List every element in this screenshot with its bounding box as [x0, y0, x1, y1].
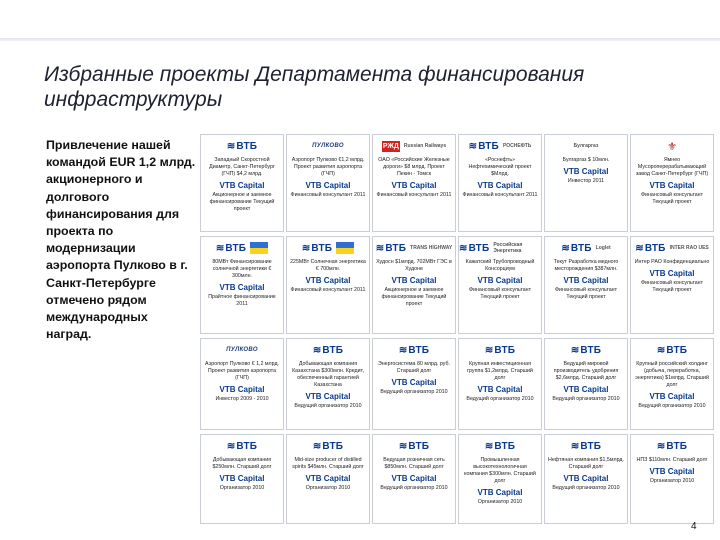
vtb-capital-logo: VTB Capital [649, 467, 695, 476]
vtb-capital-logo: VTB Capital [219, 474, 265, 483]
logo-row [287, 240, 369, 256]
vtb-wave-icon: ≋ [375, 242, 385, 254]
vtb-logo-text: ВТБ [494, 344, 516, 356]
vtb-logo-text: ВТБ [644, 242, 666, 254]
logo-row [373, 138, 455, 154]
project-tombstone [544, 338, 628, 430]
project-role: Финансовый консультант 2011 [290, 287, 366, 293]
logo-row [631, 438, 713, 454]
project-tombstone [630, 236, 714, 334]
logo-row [287, 138, 369, 154]
vtb-logo [485, 345, 515, 356]
vtb-capital-logo: VTB Capital [305, 181, 351, 190]
project-tombstone [458, 434, 542, 524]
vtb-logo [376, 243, 406, 254]
project-description: НПЗ $110млн. Старший долг [636, 457, 708, 463]
vtb-logo-text: ВТБ [408, 344, 430, 356]
project-role: Ведущий организатор 2010 [380, 389, 448, 395]
project-tombstone [200, 338, 284, 430]
project-description: Ямнео Мусороперерабатывающий завод Санкт-Петербург (ГЧП) [635, 157, 709, 177]
logo-row [631, 342, 713, 358]
vtb-capital-logo: VTB Capital [219, 283, 265, 292]
project-description: Кажатский Трубопроводный Консорциум [465, 259, 535, 272]
vtb-wave-icon: ≋ [398, 344, 408, 356]
project-role: Ведущий организатор 2010 [466, 396, 534, 402]
vtb-capital-logo: VTB Capital [649, 392, 695, 401]
vtb-wave-icon: ≋ [301, 242, 311, 254]
vtb-capital-logo: VTB Capital [391, 474, 437, 483]
project-description: Нефтяная компания $1,5млрд. Старший долг [548, 457, 624, 470]
vtb-capital-logo: VTB Capital [305, 392, 351, 401]
project-role: Прайтное финансирование 2011 [208, 294, 276, 307]
vtb-capital-logo: VTB Capital [563, 385, 609, 394]
vtb-logo [227, 441, 257, 452]
vtb-logo [227, 141, 257, 152]
project-description: «Роснефть» Нефтехимический проект $Млрд. [468, 157, 532, 177]
ukraine-flag-icon [250, 242, 268, 254]
project-role: Акционерное и заемное финансирование Текущий проект [209, 192, 275, 212]
project-description: Западный Скоростной Диаметр, Санкт-Петербург (ГЧП) $4,2 млрд. [209, 157, 275, 177]
project-role: Финансовый консультант 2011 [376, 192, 452, 198]
project-role: Организатор 2010 [477, 499, 523, 505]
vtb-wave-icon: ≋ [312, 440, 322, 452]
project-role: Финансовый консультант Текущий проект [554, 287, 618, 300]
vtb-capital-logo: VTB Capital [477, 488, 523, 497]
vtb-logo-text: ВТБ [570, 242, 592, 254]
vtb-capital-logo: VTB Capital [219, 385, 265, 394]
project-role: Инвестор 2009 - 2010 [215, 396, 269, 402]
project-description: Аэропорт Пулково €1,2 млрд. Проект развития аэропорта (ГЧП) [291, 157, 365, 177]
vtb-logo-text: ВТБ [666, 440, 688, 452]
ukraine-flag-icon [336, 242, 354, 254]
lead-text: Привлечение нашей командой EUR 1,2 млрд. акционерного и долгового финансирования для проекта по модернизации аэропорта Пулково в г. Санкт-Петербурге отмечено рядом международных наград. [46, 138, 196, 342]
logo-row [631, 138, 713, 154]
project-tombstone [544, 236, 628, 334]
vtb-capital-logo: VTB Capital [563, 474, 609, 483]
vtb-logo [571, 441, 601, 452]
logo-row [459, 342, 541, 358]
vtb-wave-icon: ≋ [570, 440, 580, 452]
project-description: Mid-size producer of distilled spirits $45млн. Старший долг [292, 457, 364, 470]
project-tombstone [200, 236, 284, 334]
vtb-wave-icon: ≋ [215, 242, 225, 254]
vtb-logo-text: ВТБ [236, 140, 258, 152]
project-tombstone [458, 338, 542, 430]
logo-row [459, 138, 541, 154]
vtb-logo [571, 345, 601, 356]
vtb-capital-logo: VTB Capital [219, 181, 265, 190]
logo-row [287, 438, 369, 454]
project-description: Добывающая компания Казахстана $300млн. Кредит, обеспеченный гарантией Казахстанa [292, 361, 364, 388]
vtb-capital-logo: VTB Capital [391, 181, 437, 190]
partner-logo: Российская Энергетика [493, 242, 523, 254]
vtb-logo-text: ВТБ [311, 242, 333, 254]
vtb-logo [399, 441, 429, 452]
project-tombstone [372, 236, 456, 334]
vtb-capital-logo: VTB Capital [563, 276, 609, 285]
project-tombstone [200, 134, 284, 232]
vtb-logo-text: ВТБ [478, 140, 499, 152]
project-role: Акционерное и заемное финансирование Текущий проект [381, 287, 447, 307]
project-tombstone [372, 338, 456, 430]
logo-row [373, 342, 455, 358]
vtb-capital-logo: VTB Capital [563, 167, 609, 176]
vtb-logo [313, 345, 343, 356]
project-description: Интер РАО Конфиденциально [634, 259, 710, 265]
logo-row [545, 240, 627, 256]
vtb-logo [302, 243, 332, 254]
vtb-wave-icon: ≋ [226, 440, 236, 452]
project-role: Ведущий организатор 2010 [638, 403, 706, 409]
vtb-wave-icon: ≋ [570, 344, 580, 356]
project-tombstone [544, 134, 628, 232]
logo-row [545, 438, 627, 454]
logo-row [201, 240, 283, 256]
project-description: Ведущий мировой производитель удобрения $2,6млрд. Старший долг [553, 361, 619, 381]
project-role: Инвестор 2011 [567, 178, 605, 184]
logo-row [459, 240, 541, 256]
project-description: Крупная инвестиционная группа $1,2млрд. Старший долг [467, 361, 533, 381]
project-role: Финансовый консультант Текущий проект [640, 280, 704, 293]
logo-row [201, 342, 283, 358]
project-role: Организатор 2010 [305, 485, 351, 491]
project-role: Ведущий организатор 2010 [552, 396, 620, 402]
spb-crest-icon: ⚜ [667, 140, 677, 153]
vtb-wave-icon: ≋ [656, 344, 666, 356]
vtb-logo-text: ВТБ [385, 242, 407, 254]
vtb-capital-logo: VTB Capital [477, 181, 523, 190]
vtb-logo [485, 441, 515, 452]
vtb-wave-icon: ≋ [484, 344, 494, 356]
project-role: Организатор 2010 [219, 485, 265, 491]
logo-row [201, 438, 283, 454]
logo-row [287, 342, 369, 358]
project-role: Финансовый консультант 2011 [290, 192, 366, 198]
vtb-logo-text: ВТБ [408, 440, 430, 452]
vtb-logo-text: ВТБ [580, 440, 602, 452]
project-tombstone [630, 338, 714, 430]
pulkovo-logo: ПУЛКОВО [312, 143, 344, 149]
vtb-capital-logo: VTB Capital [649, 181, 695, 190]
vtb-wave-icon: ≋ [459, 242, 468, 254]
vtb-capital-logo: VTB Capital [305, 276, 351, 285]
partner-logo: TRANS HIGHWAY [410, 245, 453, 251]
project-role: Ведущий организатор 2010 [294, 403, 362, 409]
project-description: 80МВт Финансирование солнечной энергетики € 300млн. [212, 259, 272, 279]
vtb-wave-icon: ≋ [484, 440, 494, 452]
project-description: Ведущая розничная сеть $850млн. Старший долг [383, 457, 445, 470]
vtb-logo-text: ВТБ [236, 440, 258, 452]
slide-title: Избранные проекты Департамента финансирования инфраструктуры [44, 63, 585, 111]
logo-row [201, 138, 283, 154]
vtb-capital-logo: VTB Capital [649, 269, 695, 278]
project-role: Финансовый консультант Текущий проект [640, 192, 704, 205]
project-tombstone [200, 434, 284, 524]
vtb-wave-icon: ≋ [226, 140, 236, 152]
project-role: Ведущий организатор 2010 [380, 485, 448, 491]
project-description: 225МВт Солнечная энергетика € 700млн. [290, 259, 366, 272]
bulgargaz-logo: Булгаргаз [573, 143, 599, 149]
rzd-logo-icon: РЖД [382, 142, 399, 150]
project-role: Ведущий организатор 2010 [552, 485, 620, 491]
vtb-logo [657, 441, 687, 452]
project-tombstone [458, 134, 542, 232]
logo-row [373, 240, 455, 256]
vtb-logo [635, 243, 665, 254]
vtb-logo-text: ВТБ [322, 344, 344, 356]
vtb-logo [561, 243, 591, 254]
vtb-logo [469, 141, 499, 152]
vtb-capital-logo: VTB Capital [477, 385, 523, 394]
project-role: Организатор 2010 [649, 478, 695, 484]
vtb-capital-logo: VTB Capital [305, 474, 351, 483]
vtb-logo [313, 441, 343, 452]
vtb-logo-text: ВТБ [322, 440, 344, 452]
project-tombstone [286, 338, 370, 430]
vtb-wave-icon: ≋ [656, 440, 666, 452]
vtb-logo [399, 345, 429, 356]
vtb-logo-text: ВТБ [468, 242, 490, 254]
project-tombstone [458, 236, 542, 334]
project-tombstone [630, 434, 714, 524]
logo-row [631, 240, 713, 256]
logo-row [545, 342, 627, 358]
project-description: Энергосистема 80 млрд. руб. Старший долг [377, 361, 451, 374]
vtb-logo-text: ВТБ [494, 440, 516, 452]
logo-row [545, 138, 627, 154]
vtb-wave-icon: ≋ [561, 242, 570, 254]
vtb-capital-logo: VTB Capital [391, 378, 437, 387]
project-tombstone [372, 434, 456, 524]
logo-row [459, 438, 541, 454]
project-tombstone [286, 434, 370, 524]
top-divider [0, 38, 720, 41]
project-tombstone [286, 236, 370, 334]
rosneft-logo: РОСНЕФТЬ [502, 143, 532, 149]
vtb-logo [657, 345, 687, 356]
vtb-logo-text: ВТБ [580, 344, 602, 356]
vtb-logo [459, 243, 489, 254]
project-description: Булгаргаз $ 10млн. [562, 157, 610, 163]
vtb-wave-icon: ≋ [312, 344, 322, 356]
vtb-wave-icon: ≋ [635, 242, 644, 254]
project-role: Финансовый консультант Текущий проект [468, 287, 532, 300]
rzd-logo-text: Russian Railways [403, 143, 447, 149]
project-description: Текут Разработка медного месторождения $387млн. [553, 259, 619, 272]
project-tombstone [372, 134, 456, 232]
project-description: Худосн $1млрд. 702МВт ГЭС в Худоне [376, 259, 452, 272]
project-tombstone [286, 134, 370, 232]
pulkovo-logo: ПУЛКОВО [226, 347, 258, 353]
project-description: Промышленная высокотехнологичная компания $300млн. Старший долг [464, 457, 536, 484]
partner-logo: INTER RAO UES [669, 245, 709, 251]
logo-row [373, 438, 455, 454]
vtb-wave-icon: ≋ [398, 440, 408, 452]
project-description: Добывающая компания $250млн. Старший долг [212, 457, 272, 470]
partner-logo: Loglet [595, 245, 611, 251]
vtb-capital-logo: VTB Capital [391, 276, 437, 285]
vtb-capital-logo: VTB Capital [477, 276, 523, 285]
vtb-logo-text: ВТБ [225, 242, 247, 254]
project-tombstone [630, 134, 714, 232]
vtb-logo-text: ВТБ [666, 344, 688, 356]
project-role: Финансовый консультант 2011 [462, 192, 538, 198]
project-tombstone [544, 434, 628, 524]
vtb-wave-icon: ≋ [468, 140, 478, 152]
project-description: ОАО «Российские Железные дороги» $8 млрд. Проект Пекин - Томск [378, 157, 450, 177]
project-description: Крупный российский холдинг (добыча, переработка, энергетика) $1млрд. Старший долг [635, 361, 709, 388]
vtb-logo [216, 243, 246, 254]
project-description: Аэропорт Пулково € 1,2 млрд. Проект развития аэропорта (ГЧП) [204, 361, 280, 381]
page-number: 4 [691, 521, 697, 532]
